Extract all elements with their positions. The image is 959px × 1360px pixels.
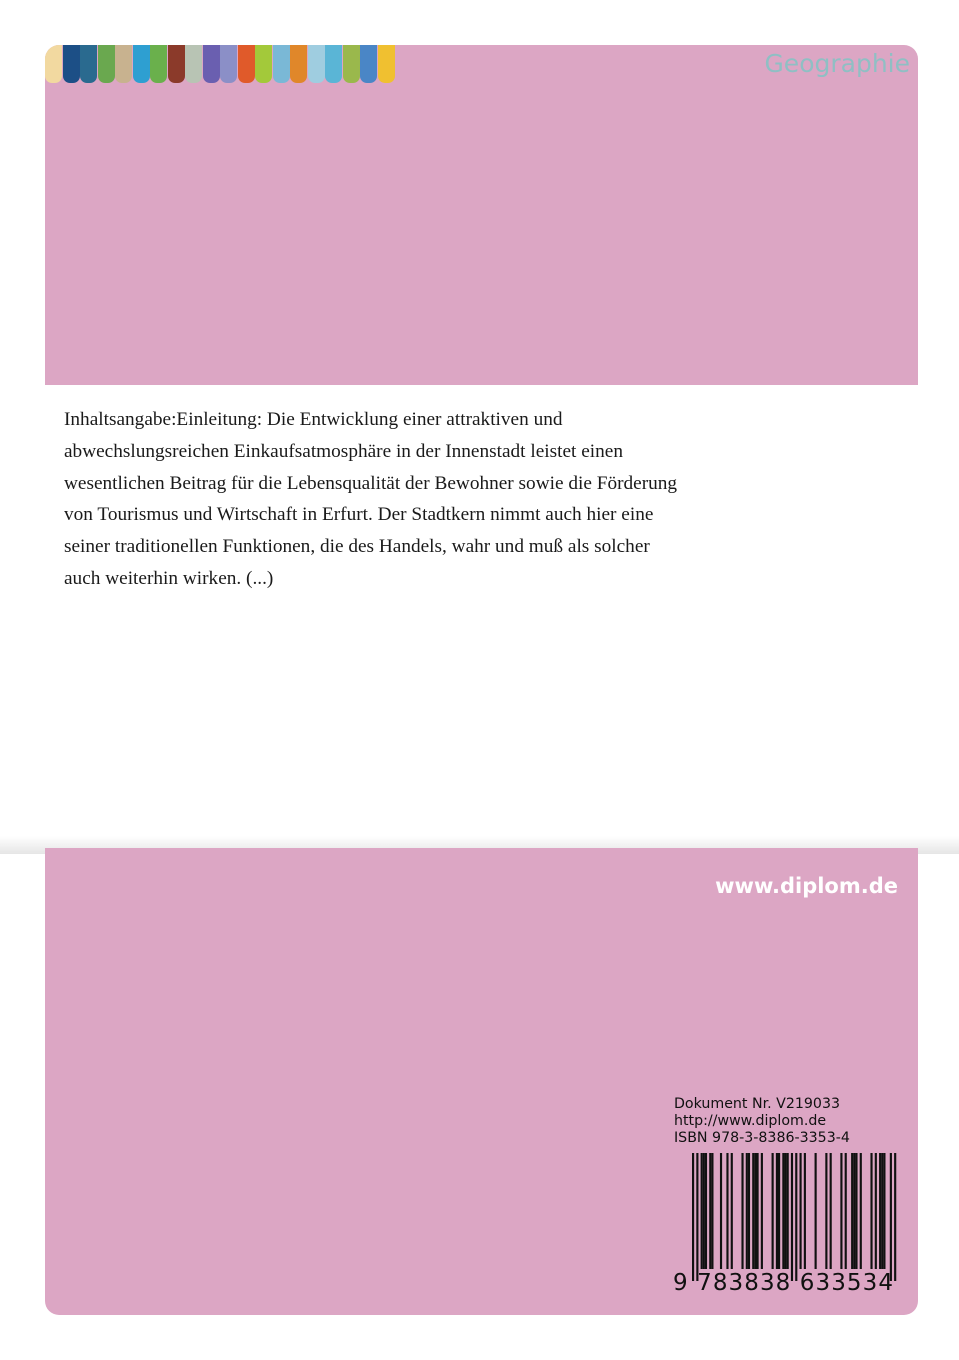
color-tab — [220, 45, 237, 83]
barcode-bar — [757, 1153, 759, 1269]
abstract-line: wesentlichen Beitrag für die Lebensqualität der Bewohner sowie die Förderung — [64, 472, 678, 494]
barcode-bar — [879, 1153, 881, 1269]
color-tab — [308, 45, 325, 83]
cover-bottom-panel — [45, 848, 918, 1315]
barcode-bar — [787, 1153, 789, 1269]
barcode-bar — [800, 1153, 802, 1269]
abstract-line: seiner traditionellen Funktionen, die des Handels, wahr und muß als solcher — [64, 536, 650, 558]
barcode-bar — [778, 1153, 780, 1269]
barcode-bar — [890, 1153, 892, 1281]
barcode-bar — [752, 1153, 754, 1269]
color-tabs — [45, 45, 395, 83]
barcode-bar — [853, 1153, 855, 1269]
barcode-bar — [701, 1153, 703, 1269]
barcode-bar — [795, 1153, 797, 1281]
color-tab — [203, 45, 220, 83]
abstract-line: abwechslungsreichen Einkaufsatmosphäre in der Innenstadt leistet einen — [64, 440, 623, 462]
abstract-line: von Tourismus und Wirtschaft in Erfurt. Der Stadtkern nimmt auch hier eine — [64, 504, 654, 526]
cover-top-panel — [45, 45, 918, 385]
barcode-bar — [772, 1153, 774, 1269]
barcode-bar — [776, 1153, 778, 1269]
barcode-bar — [746, 1153, 748, 1269]
color-tab — [343, 45, 360, 83]
barcode-bar — [709, 1153, 711, 1269]
abstract-text — [64, 404, 804, 595]
barcode-bar — [784, 1153, 786, 1269]
barcode-bar — [692, 1153, 694, 1281]
barcode-bar — [870, 1153, 872, 1269]
barcode-bar — [830, 1153, 832, 1269]
barcode-bar — [696, 1153, 698, 1281]
color-tab — [80, 45, 97, 83]
barcode-digits: 9 783838 633534 — [673, 1270, 893, 1293]
abstract-line: Inhaltsangabe:Einleitung: Die Entwicklung einer attraktiven und — [64, 409, 563, 430]
color-tab — [238, 45, 255, 83]
barcode-bar — [720, 1153, 722, 1269]
color-tab — [290, 45, 307, 83]
color-tab — [185, 45, 202, 83]
barcode-bar — [845, 1153, 847, 1269]
barcode-bar — [804, 1153, 806, 1269]
color-tab — [360, 45, 377, 83]
color-tab — [255, 45, 272, 83]
barcode-bar — [851, 1153, 853, 1269]
barcode-bar — [711, 1153, 713, 1269]
barcode-bar — [881, 1153, 883, 1269]
barcode-bar — [883, 1153, 885, 1269]
barcode-bar — [840, 1153, 842, 1269]
barcode-bar — [815, 1153, 817, 1269]
category-label: Geographie — [764, 49, 910, 78]
color-tab — [150, 45, 167, 83]
barcode-bar — [825, 1153, 827, 1269]
barcode-bar — [705, 1153, 707, 1269]
barcode-bar — [741, 1153, 743, 1269]
color-tab — [168, 45, 185, 83]
barcode-bar — [761, 1153, 763, 1269]
document-url: http://www.diplom.de — [674, 1113, 827, 1129]
document-info — [674, 1096, 914, 1147]
barcode-bar — [791, 1153, 793, 1281]
barcode-bar — [875, 1153, 877, 1269]
color-tab — [115, 45, 132, 83]
isbn-barcode — [672, 1153, 902, 1293]
color-tab — [325, 45, 342, 83]
barcode-bar — [782, 1153, 784, 1269]
color-tab — [133, 45, 150, 83]
barcode-bar — [754, 1153, 756, 1269]
barcode-bar — [894, 1153, 896, 1281]
color-tab — [98, 45, 115, 83]
isbn: ISBN 978-3-8386-3353-4 — [674, 1130, 850, 1146]
color-tab — [378, 45, 395, 83]
barcode-bar — [860, 1153, 862, 1269]
barcode-bar — [703, 1153, 705, 1269]
publisher-website: www.diplom.de — [715, 874, 898, 898]
barcode-bar — [748, 1153, 750, 1269]
barcode-bar — [726, 1153, 728, 1269]
color-tab — [45, 45, 62, 83]
color-tab — [273, 45, 290, 83]
barcode-bar — [731, 1153, 733, 1269]
color-tab — [63, 45, 80, 83]
barcode-bar — [855, 1153, 857, 1269]
abstract-line: auch weiterhin wirken. (...) — [64, 567, 274, 589]
document-number: Dokument Nr. V219033 — [674, 1096, 841, 1112]
